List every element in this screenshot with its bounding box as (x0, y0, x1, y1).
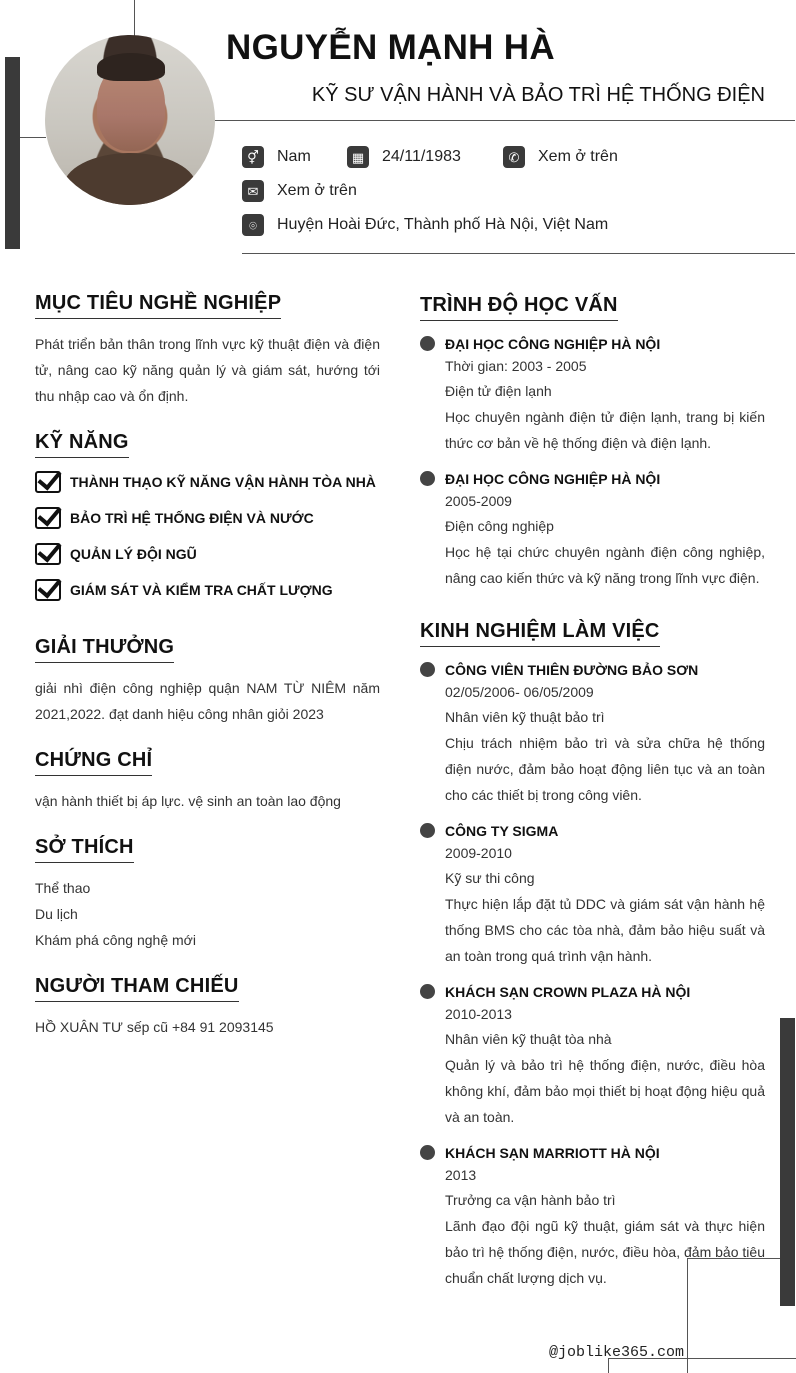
info-phone-value: Xem ở trên (538, 148, 618, 165)
info-address (242, 214, 608, 236)
hobby-item: Khám phá công nghệ mới (35, 932, 196, 948)
experience-entry (420, 660, 765, 808)
checkbox-checked-icon (35, 543, 61, 565)
hobby-item: Thể thao (35, 880, 91, 896)
skill-label: THÀNH THẠO KỸ NĂNG VẬN HÀNH TÒA NHÀ (70, 474, 376, 490)
mail-icon: ✉ (242, 180, 264, 202)
candidate-name: NGUYỄN MẠNH HÀ (226, 28, 555, 67)
education-entry (420, 469, 765, 591)
experience-desc: Chịu trách nhiệm bảo trì và sửa chữa hệ thống điện nước, đảm bảo hoạt động liên tục và an toàn cho các thiết bị trong công viên. (445, 735, 765, 803)
location-pin-icon: ⌾ (242, 214, 264, 236)
experience-time: 02/05/2006- 06/05/2009 (445, 684, 594, 700)
experience-entry (420, 982, 765, 1130)
info-phone (503, 146, 618, 168)
skills-title: KỸ NĂNG (35, 431, 129, 458)
top-vertical-line (134, 0, 135, 36)
experience-desc: Quản lý và bảo trì hệ thống điện, nước, điều hòa không khí, đảm bảo mọi thiết bị hoạt động hiệu quả và an toàn. (445, 1057, 765, 1125)
objective-text: Phát triển bản thân trong lĩnh vực kỹ thuật điện và điện tử, nâng cao kỹ năng quản lý và giám sát, hướng tới thu nhập cao và ổn định. (35, 336, 380, 404)
awards-section (35, 636, 380, 727)
awards-title: GIẢI THƯỞNG (35, 636, 174, 663)
skill-label: BẢO TRÌ HỆ THỐNG ĐIỆN VÀ NƯỚC (70, 510, 314, 526)
header-divider-top (215, 120, 795, 121)
certificates-section (35, 749, 380, 814)
hobby-item: Du lịch (35, 906, 78, 922)
timeline-dot-icon (420, 662, 435, 677)
experience-company: KHÁCH SẠN CROWN PLAZA HÀ NỘI (445, 984, 691, 1000)
experience-position: Trưởng ca vận hành bảo trì (445, 1192, 616, 1208)
avatar-hair (97, 53, 165, 81)
education-school: ĐẠI HỌC CÔNG NGHIỆP HÀ NỘI (445, 336, 661, 352)
certificates-title: CHỨNG CHỈ (35, 749, 152, 776)
avatar-body (63, 153, 197, 205)
education-time: 2005-2009 (445, 493, 512, 509)
certificates-text: vận hành thiết bị áp lực. vệ sinh an toàn lao động (35, 793, 341, 809)
left-accent-bar (5, 57, 20, 249)
footer-watermark: @joblike365.com (549, 1344, 685, 1361)
timeline-dot-icon (420, 1145, 435, 1160)
experience-position: Kỹ sư thi công (445, 870, 535, 886)
skill-label: QUẢN LÝ ĐỘI NGŨ (70, 546, 197, 562)
timeline-dot-icon (420, 984, 435, 999)
info-address-value: Huyện Hoài Đức, Thành phố Hà Nội, Việt Nam (277, 216, 609, 233)
experience-position: Nhân viên kỹ thuật tòa nhà (445, 1031, 612, 1047)
right-accent-bar (780, 1018, 795, 1306)
skill-item (35, 464, 380, 500)
header-divider-bottom (242, 253, 795, 254)
experience-company: CÔNG VIÊN THIÊN ĐƯỜNG BẢO SƠN (445, 662, 699, 678)
calendar-icon: ▦ (347, 146, 369, 168)
education-title: TRÌNH ĐỘ HỌC VẤN (420, 294, 618, 321)
experience-entry (420, 821, 765, 969)
gender-icon: ⚥ (242, 146, 264, 168)
skill-item (35, 500, 380, 536)
info-birthday-value: 24/11/1983 (382, 148, 461, 165)
timeline-dot-icon (420, 336, 435, 351)
avatar (45, 35, 215, 205)
candidate-role: KỸ SƯ VẬN HÀNH VÀ BẢO TRÌ HỆ THỐNG ĐIỆN (311, 84, 765, 106)
hobbies-title: SỞ THÍCH (35, 836, 134, 863)
education-entry (420, 334, 765, 456)
education-major: Điện tử điện lạnh (445, 383, 552, 399)
experience-section (420, 620, 765, 1291)
education-school: ĐẠI HỌC CÔNG NGHIỆP HÀ NỘI (445, 471, 661, 487)
experience-company: CÔNG TY SIGMA (445, 823, 559, 839)
education-section (420, 294, 765, 591)
awards-text: giải nhì điện công nghiệp quận NAM TỪ NIÊM năm 2021,2022. đạt danh hiệu công nhân giỏi 2023 (35, 680, 380, 722)
checkbox-checked-icon (35, 471, 61, 493)
references-title: NGƯỜI THAM CHIẾU (35, 975, 239, 1002)
experience-time: 2010-2013 (445, 1006, 512, 1022)
info-gender-value: Nam (277, 148, 311, 165)
experience-time: 2009-2010 (445, 845, 512, 861)
education-major: Điện công nghiệp (445, 518, 554, 534)
objective-title: MỤC TIÊU NGHỀ NGHIỆP (35, 292, 281, 319)
skill-item (35, 536, 380, 572)
experience-company: KHÁCH SẠN MARRIOTT HÀ NỘI (445, 1145, 660, 1161)
info-birthday (347, 146, 461, 168)
timeline-dot-icon (420, 823, 435, 838)
experience-title: KINH NGHIỆM LÀM VIỆC (420, 620, 660, 647)
checkbox-checked-icon (35, 579, 61, 601)
references-text: HỒ XUÂN TƯ sếp cũ +84 91 2093145 (35, 1019, 274, 1035)
experience-desc: Lãnh đạo đội ngũ kỹ thuật, giám sát và thực hiện bảo trì hệ thống điện, nước, điều hòa, đảm bảo tiêu chuẩn chất lượng dịch vụ. (445, 1218, 765, 1286)
checkbox-checked-icon (35, 507, 61, 529)
skill-label: GIÁM SÁT VÀ KIỂM TRA CHẤT LƯỢNG (70, 582, 333, 598)
hobbies-section (35, 836, 380, 953)
timeline-dot-icon (420, 471, 435, 486)
objective-section (35, 292, 380, 409)
education-desc: Học hệ tại chức chuyên ngành điện công nghiệp, nâng cao kiến thức và kỹ năng trong lĩnh vực điện. (445, 544, 765, 586)
education-time: Thời gian: 2003 - 2005 (445, 358, 587, 374)
phone-icon: ✆ (503, 146, 525, 168)
experience-entry (420, 1143, 765, 1291)
experience-time: 2013 (445, 1167, 477, 1183)
info-gender (242, 146, 311, 168)
left-horizontal-line (20, 137, 46, 138)
info-email (242, 180, 357, 202)
experience-desc: Thực hiện lắp đặt tủ DDC và giám sát vận hành hệ thống BMS cho các tòa nhà, đảm bảo hiệu suất và an toàn trong quá trình vận hành. (445, 896, 765, 964)
info-email-value: Xem ở trên (277, 182, 357, 199)
experience-position: Nhân viên kỹ thuật bảo trì (445, 709, 605, 725)
references-section (35, 975, 380, 1040)
skill-item (35, 572, 380, 608)
skills-section (35, 431, 380, 608)
education-desc: Học chuyên ngành điện tử điện lạnh, trang bị kiến thức cơ bản về hệ thống điện và điện lạnh. (445, 409, 765, 451)
